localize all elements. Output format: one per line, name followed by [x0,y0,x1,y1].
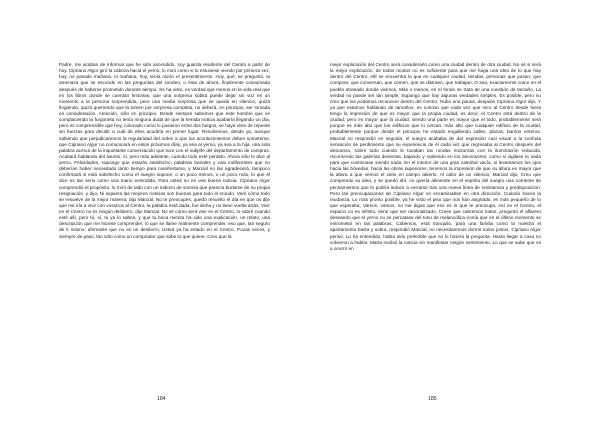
right-page-number: 185 [428,396,437,402]
right-page [330,62,541,388]
left-page-text: Padre, me acaban de informar que he sido ascendido, soy guarda residente del Centro a partir de hoy. Cipriano Algor giró la cabeza hacia el yerno, lo miró como si lo estuviese viendo por primera vez, hoy, no pasado mañana, ni mañana, hoy, tenía razón el presentimiento. Hoy, qué, se preguntó, la amenaza que se esconde en las preguntas del sondeo, o ésta de ahora, finalmente consumada después de haberse prometido durante tiempo. Se ha visto, es verdad que menos en la vida real que en los libros donde se cuentan historias, que una sorpresa súbita puede dejar sin voz en un momento a la persona sorprendida, pero una media sorpresa que se queda en silencio, quizá fingiendo, quizá queriendo que la tomen por sorpresa completa, no deberá, en principio, ser tomada en consideración. Atención, sólo en principio. Desde siempre sabemos que este hombre que ve complaciendo la furgoneta no tenía ninguna duda de que la temida noticia acabaría llegando un día, pero es comprensible que hoy, colocado como lo pusieron entre dos fuegos, se haya visto de repente sin fuerzas para decidir a cuál de ellos acudiría en primer lugar. Resolvemos, desde ya, aunque sabiendo que perjudicaremos la regularidad del orden a que los acontecimientos deben someterse, que Cipriano Algor no comunicará en estos próximos días, ya sea al yerno, ya sea a la hija, una sola palabra acerca de la inquietante conversación que tuvo con el subjefe del departamento de compras. Acabará hablando del asunto, sí, pero más adelante, cuando todo esté perdido. Ahora sólo le dice al yerno, Felicidades, supongo que estarás satisfecho, palabras banales y casi indiferentes que no deberían haber necesitado tanto tiempo para manifestarse, y Marcial no las agradecerá, tampoco confirmará si está satisfecho como el suegro supone, o un poco menos, o un poco más, lo que él dice es tan serio como una mano extendida, Para usted no es una buena noticia. Cipriano Algor comprendió el propósito, lo miró de lado con un esbozo de sonrisa que parecía burlarse de su propia resignación, y dijo, Ni siquiera las mejores noticias son buenas para todo el mundo. Veré cómo todo se resuelve de la mejor manera, dijo Marcial, No te preocupes, quedó resuelto el día en que os dije que me iría a vivir con vosotros al Centro, la palabra está dada, fue dicha y no tiene vuelta atrás, Vivir en el Centro no es ningún destierro, dijo Marcial, No sé cómo será vivir en el Centro, lo sabré cuando esté allí, pero tú, sí, tú ya lo sabes, y que tu boca mienta ha sido una explicación, un relato, una descripción que me hiciese comprender, lo que se llame realmente comprender, eso que, tan seguro de ti mismo, afirmaste que no es un destierro, Usted ya ha estado en el Centro, Pocas veces, y siempre de paso, tan sólo como un comprador que sabe lo que quiere, Creo que la [59,62,270,239]
left-page-number: 184 [157,396,166,402]
right-page-text: mejor explicación del Centro será considerarlo como una ciudad dentro de otra ciudad, No sé si será la mejor explicación, de todos modos no es suficiente para que me haga una idea de lo que hay dentro del Centro, Allí se encuentra lo que en cualquier ciudad, tiendas, personas que pasan, que compran, que conversan, que comen, que se distraen, que trabajan, O sea, exactamente como en el pueblo atrasado donde vivimos, Más o menos, en el fondo se trata de una cuestión de tamaño, La verdad no puede ser tan simple, Supongo que hay algunas verdades simples, Es posible, pero no creo que las podamos reconocer dentro del Centro. Hubo una pausa, después Cipriano Algor dijo, Y ya que estamos hablando de tamaños, es curioso que cada vez que miro al Centro desde fuera tengo la impresión de que es mayor que la propia ciudad, es decir, el Centro está dentro de la ciudad, pero es mayor que la ciudad, siendo una parte es mayor que el todo, probablemente será porque es más alto que los edificios que lo cercan, más alto que cualquier edificio de la ciudad, probablemente porque desde el principio he estado engullendo calles, plazas, barrios enteros. Marcial no respondió en seguida, el suegro acababa de dar expresión casi visual a la confusa sensación de perdimiento que su experiencia de él cada vez que regresaba al Centro después del descanso, sobre todo cuando le tocaban las rondas nocturnas con la iluminación reducida, recorriendo las galerías desiertas, bajando y subiendo en los ascensores, como si vigilase la nada para que continuase siendo nada. En el interior de una gran catedral vacía, si levantamos los ojos hacia las bóvedas, hacia las obras superiores, tenemos la impresión de que su altura es mayor que la altura a que vemos el cielo en campo abierto. Al cabo de un silencio, Marcial dijo, Creo que comprendo su idea, y se quedó ahí, no quería alimentar en el espíritu del suegro una corriente de pensamientos que lo podría inducir a cerrarse tras una nueva línea de resistencia y predisposición. Pero las preocupaciones de Cipriano Algor se encaminaban en otra dirección, Cuándo haces la mudanza, Lo más pronto posible, ya he visto el piso que nos han asignado, es más pequeño de lo que esperaba, Vamos, vamos, no me digas que eso es lo que te preocupa, Así es el Centro, el espacio no es infinito, tiene que ser racionalizado, Crees que cabremos todos, preguntó el alfarero deseando que el yerno no se percatase del tono de melancólica ironía que en el último momento se entrometió en las palabras, Cabemos, está tranquilo, para una familia como la nuestra el apartamento basta y sobra, respondió Marcial, no necesitaremos dormir todos juntos. Cipriano Algor pensó, Lo ha entendido, había sido preferible que no lo hiciera la pregunta. Hasta llegar a casa no volvieron a hablar. Marta recibió la noticia sin manifestar ningún sentimiento. Lo que se sabe que va a ocurrir en [330,62,541,251]
left-page [59,62,270,388]
